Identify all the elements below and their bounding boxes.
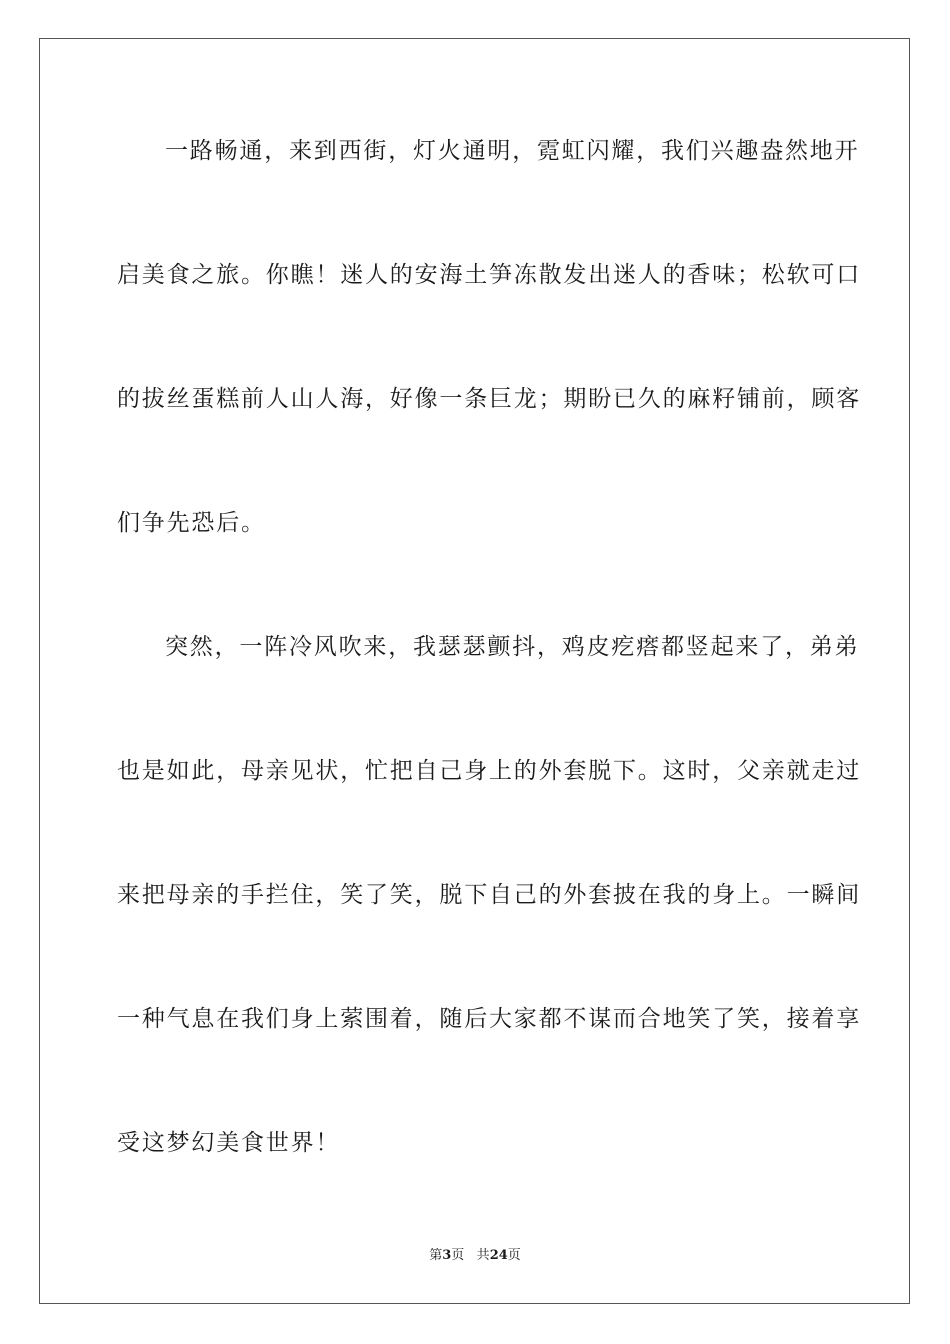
paragraph-line: 受这梦幻美食世界！ [117,1130,341,1156]
paragraph-line: 突然，一阵冷风吹来，我瑟瑟颤抖，鸡皮疙瘩都竖起来了，弟弟 [165,634,860,660]
paragraph-line: 一种气息在我们身上萦围着，随后大家都不谋而合地笑了笑，接着享 [117,1006,861,1032]
paragraph-line: 们争先恐后。 [117,510,266,536]
page-prefix: 第 [429,1248,443,1263]
page-border [39,38,910,1304]
paragraph-line: 一路畅通，来到西街，灯火通明，霓虹闪耀，我们兴趣盎然地开 [165,138,860,164]
paragraph-line: 启美食之旅。你瞧！迷人的安海土笋冻散发出迷人的香味；松软可口 [117,262,861,288]
total-prefix: 共 [476,1248,490,1263]
paragraph-line: 来把母亲的手拦住，笑了笑，脱下自己的外套披在我的身上。一瞬间 [117,882,861,908]
page-suffix: 页 [451,1248,465,1263]
paragraph-line: 也是如此，母亲见状，忙把自己身上的外套脱下。这时，父亲就走过 [117,758,861,784]
paragraph-line: 的拔丝蛋糕前人山人海，好像一条巨龙；期盼已久的麻籽铺前，顾客 [117,386,861,412]
total-suffix: 页 [507,1248,521,1263]
page-footer [0,1247,950,1265]
page-number: 3 [442,1248,452,1263]
total-pages: 24 [489,1248,508,1263]
